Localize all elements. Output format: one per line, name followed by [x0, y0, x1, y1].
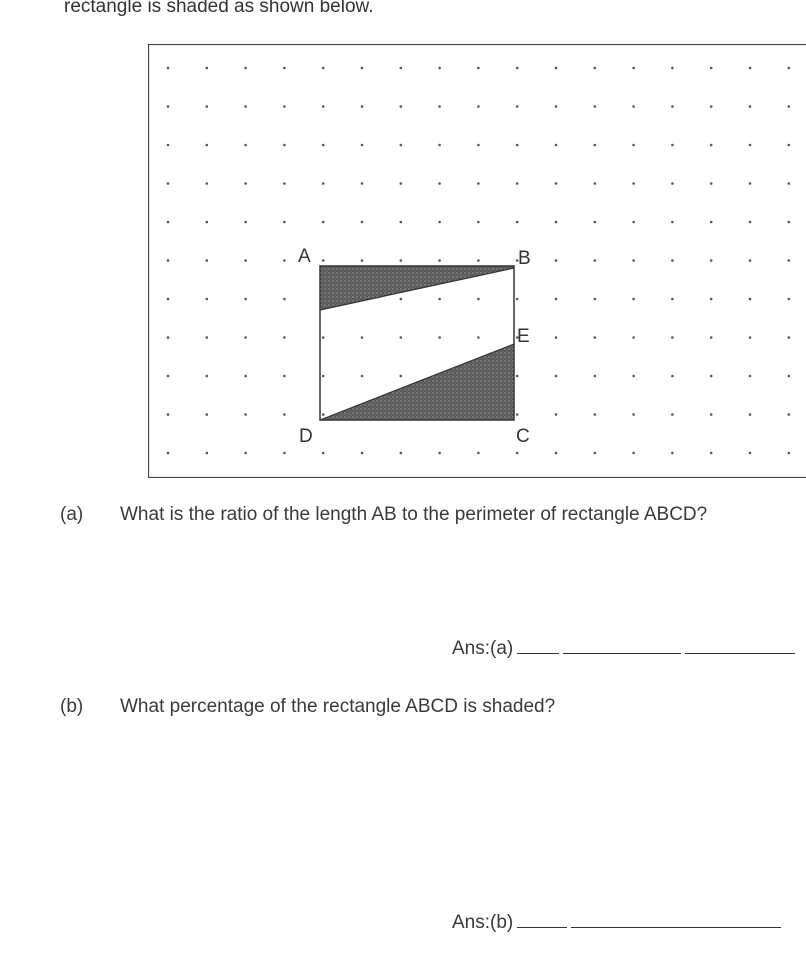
grid-dot: [671, 67, 674, 70]
intro-text: rectangle is shaded as shown below.: [64, 0, 374, 17]
grid-dot: [788, 67, 791, 70]
grid-dot: [749, 144, 752, 147]
grid-dot: [438, 298, 441, 301]
grid-dot: [400, 375, 403, 378]
answer-b-line-1[interactable]: [517, 913, 567, 928]
grid-dot: [167, 298, 170, 301]
grid-dot: [361, 144, 364, 147]
grid-dot: [555, 221, 558, 224]
label-c: C: [516, 426, 530, 447]
grid-dot: [710, 375, 713, 378]
grid-dot: [632, 144, 635, 147]
grid-dot: [283, 452, 286, 455]
grid-dot: [206, 375, 209, 378]
grid-dot: [788, 452, 791, 455]
grid-dot: [206, 413, 209, 416]
grid-dot: [400, 336, 403, 339]
grid-dot: [516, 67, 519, 70]
answer-a-line-1[interactable]: [517, 639, 559, 654]
grid-dot: [671, 452, 674, 455]
grid-dot: [244, 221, 247, 224]
grid-dot: [594, 144, 597, 147]
grid-dot: [400, 105, 403, 108]
grid-dot: [555, 336, 558, 339]
grid-dot: [788, 182, 791, 185]
grid-dot: [322, 221, 325, 224]
question-a-text: What is the ratio of the length AB to the perimeter of rectangle ABCD?: [120, 504, 708, 525]
grid-dot: [594, 105, 597, 108]
grid-dot: [516, 375, 519, 378]
grid-dot: [400, 221, 403, 224]
grid-dot: [206, 336, 209, 339]
grid-dot: [322, 67, 325, 70]
answer-a-label: Ans:(a): [452, 638, 514, 659]
grid-dot: [244, 259, 247, 262]
grid-dot: [749, 105, 752, 108]
grid-dot: [244, 105, 247, 108]
grid-dot: [632, 413, 635, 416]
grid-dot: [283, 221, 286, 224]
grid-dot: [167, 182, 170, 185]
grid-dot: [477, 298, 480, 301]
grid-dot: [632, 182, 635, 185]
grid-dot: [710, 144, 713, 147]
grid-dot: [167, 221, 170, 224]
grid-dot: [206, 182, 209, 185]
answer-b-label: Ans:(b): [452, 912, 514, 933]
grid-dot: [167, 67, 170, 70]
grid-dot: [749, 375, 752, 378]
grid-dot: [710, 336, 713, 339]
answer-a-line-2[interactable]: [563, 639, 681, 654]
grid-dot: [361, 105, 364, 108]
grid-dot: [671, 298, 674, 301]
grid-dot: [361, 336, 364, 339]
answer-a: [452, 638, 795, 660]
grid-dot: [788, 259, 791, 262]
grid-dot: [244, 67, 247, 70]
grid-dot: [283, 182, 286, 185]
grid-dot: [322, 259, 325, 262]
grid-dot: [438, 336, 441, 339]
grid-dot: [283, 259, 286, 262]
answer-a-line-3[interactable]: [685, 639, 795, 654]
grid-dot: [361, 452, 364, 455]
grid-dot: [206, 259, 209, 262]
grid-dot: [438, 105, 441, 108]
grid-dot: [206, 67, 209, 70]
grid-dot: [400, 144, 403, 147]
grid-dot: [283, 67, 286, 70]
grid-dot: [516, 144, 519, 147]
grid-dot: [283, 336, 286, 339]
grid-dot: [632, 67, 635, 70]
grid-dot: [206, 221, 209, 224]
grid-dot: [283, 298, 286, 301]
grid-dot: [206, 105, 209, 108]
grid-dot: [167, 452, 170, 455]
grid-dot: [788, 105, 791, 108]
grid-dot: [477, 452, 480, 455]
grid-dot: [516, 413, 519, 416]
question-a-tag: (a): [60, 504, 84, 525]
grid-dot: [594, 413, 597, 416]
grid-dot: [749, 259, 752, 262]
grid-dot: [438, 221, 441, 224]
grid-dot: [438, 144, 441, 147]
grid-dot: [361, 259, 364, 262]
grid-dot: [438, 67, 441, 70]
grid-dot: [167, 259, 170, 262]
grid-dot: [710, 221, 713, 224]
grid-dot: [788, 375, 791, 378]
grid-dot: [322, 182, 325, 185]
grid-dot: [555, 375, 558, 378]
grid-dot: [167, 375, 170, 378]
grid-dot: [283, 413, 286, 416]
dot-grid-figure: [148, 44, 806, 478]
grid-dot: [749, 221, 752, 224]
grid-dot: [594, 298, 597, 301]
grid-dot: [477, 67, 480, 70]
grid-dot: [244, 182, 247, 185]
grid-dot: [671, 105, 674, 108]
grid-dot: [632, 336, 635, 339]
grid-dot: [632, 221, 635, 224]
grid-dot: [594, 259, 597, 262]
grid-dot: [206, 298, 209, 301]
grid-dot: [477, 105, 480, 108]
grid-dot: [555, 298, 558, 301]
grid-dot: [283, 375, 286, 378]
grid-dot: [788, 144, 791, 147]
grid-dot: [400, 259, 403, 262]
label-d: D: [299, 426, 313, 447]
grid-dot: [710, 452, 713, 455]
grid-dot: [322, 413, 325, 416]
grid-dot: [206, 452, 209, 455]
grid-dot: [749, 298, 752, 301]
grid-dot: [710, 298, 713, 301]
answer-b: [452, 912, 781, 934]
grid-dot: [438, 452, 441, 455]
grid-dot: [710, 182, 713, 185]
grid-dot: [244, 336, 247, 339]
grid-dot: [749, 452, 752, 455]
grid-dot: [671, 375, 674, 378]
grid-dot: [516, 182, 519, 185]
grid-dot: [516, 105, 519, 108]
grid-dot: [788, 336, 791, 339]
grid-dot: [555, 182, 558, 185]
grid-dot: [671, 336, 674, 339]
grid-dot: [244, 375, 247, 378]
label-b: B: [518, 248, 531, 269]
grid-dot: [749, 182, 752, 185]
grid-dot: [555, 144, 558, 147]
grid-dot: [400, 298, 403, 301]
grid-dot: [477, 182, 480, 185]
grid-dot: [555, 105, 558, 108]
grid-dot: [477, 259, 480, 262]
grid-dot: [400, 452, 403, 455]
grid-dot: [749, 67, 752, 70]
grid-dot: [555, 413, 558, 416]
grid-dot: [167, 413, 170, 416]
grid-dot: [594, 182, 597, 185]
grid-dot: [322, 452, 325, 455]
grid-dot: [244, 452, 247, 455]
figure-svg: [148, 44, 806, 478]
grid-dot: [400, 182, 403, 185]
grid-dot: [244, 144, 247, 147]
grid-dot: [788, 413, 791, 416]
grid-dot: [477, 221, 480, 224]
grid-dot: [322, 105, 325, 108]
grid-dot: [206, 144, 209, 147]
grid-dot: [283, 144, 286, 147]
question-b-tag: (b): [60, 696, 84, 717]
grid-dot: [671, 182, 674, 185]
grid-dot: [632, 259, 635, 262]
grid-dot: [322, 375, 325, 378]
grid-dot: [749, 413, 752, 416]
grid-dot: [361, 182, 364, 185]
grid-dot: [555, 259, 558, 262]
grid-dot: [671, 259, 674, 262]
grid-dot: [516, 298, 519, 301]
label-a: A: [298, 246, 311, 267]
grid-dot: [555, 67, 558, 70]
grid-dot: [283, 105, 286, 108]
grid-dot: [555, 452, 558, 455]
grid-dot: [361, 221, 364, 224]
grid-dot: [632, 298, 635, 301]
grid-dot: [710, 67, 713, 70]
grid-dot: [322, 336, 325, 339]
grid-dot: [671, 144, 674, 147]
grid-dot: [594, 452, 597, 455]
grid-dot: [516, 452, 519, 455]
grid-dot: [749, 336, 752, 339]
grid-dot: [710, 259, 713, 262]
grid-dot: [438, 182, 441, 185]
grid-dot: [361, 375, 364, 378]
grid-dot: [594, 221, 597, 224]
grid-dot: [477, 336, 480, 339]
grid-dot: [632, 375, 635, 378]
question-b-text: What percentage of the rectangle ABCD is shaded?: [120, 696, 556, 717]
grid-dot: [477, 144, 480, 147]
grid-dot: [632, 105, 635, 108]
grid-dot: [594, 67, 597, 70]
grid-dot: [710, 413, 713, 416]
grid-dot: [788, 221, 791, 224]
grid-dot: [594, 375, 597, 378]
grid-dot: [671, 221, 674, 224]
grid-dot: [710, 105, 713, 108]
grid-dot: [167, 336, 170, 339]
grid-dot: [632, 452, 635, 455]
grid-dot: [400, 67, 403, 70]
grid-dot: [438, 259, 441, 262]
grid-dot: [361, 67, 364, 70]
grid-dot: [671, 413, 674, 416]
grid-dot: [788, 298, 791, 301]
grid-dot: [516, 221, 519, 224]
grid-dot: [244, 298, 247, 301]
answer-b-line-2[interactable]: [571, 913, 781, 928]
label-e: E: [517, 326, 530, 347]
grid-dot: [167, 105, 170, 108]
grid-dot: [167, 144, 170, 147]
grid-dot: [322, 144, 325, 147]
grid-dot: [594, 336, 597, 339]
grid-dot: [244, 413, 247, 416]
